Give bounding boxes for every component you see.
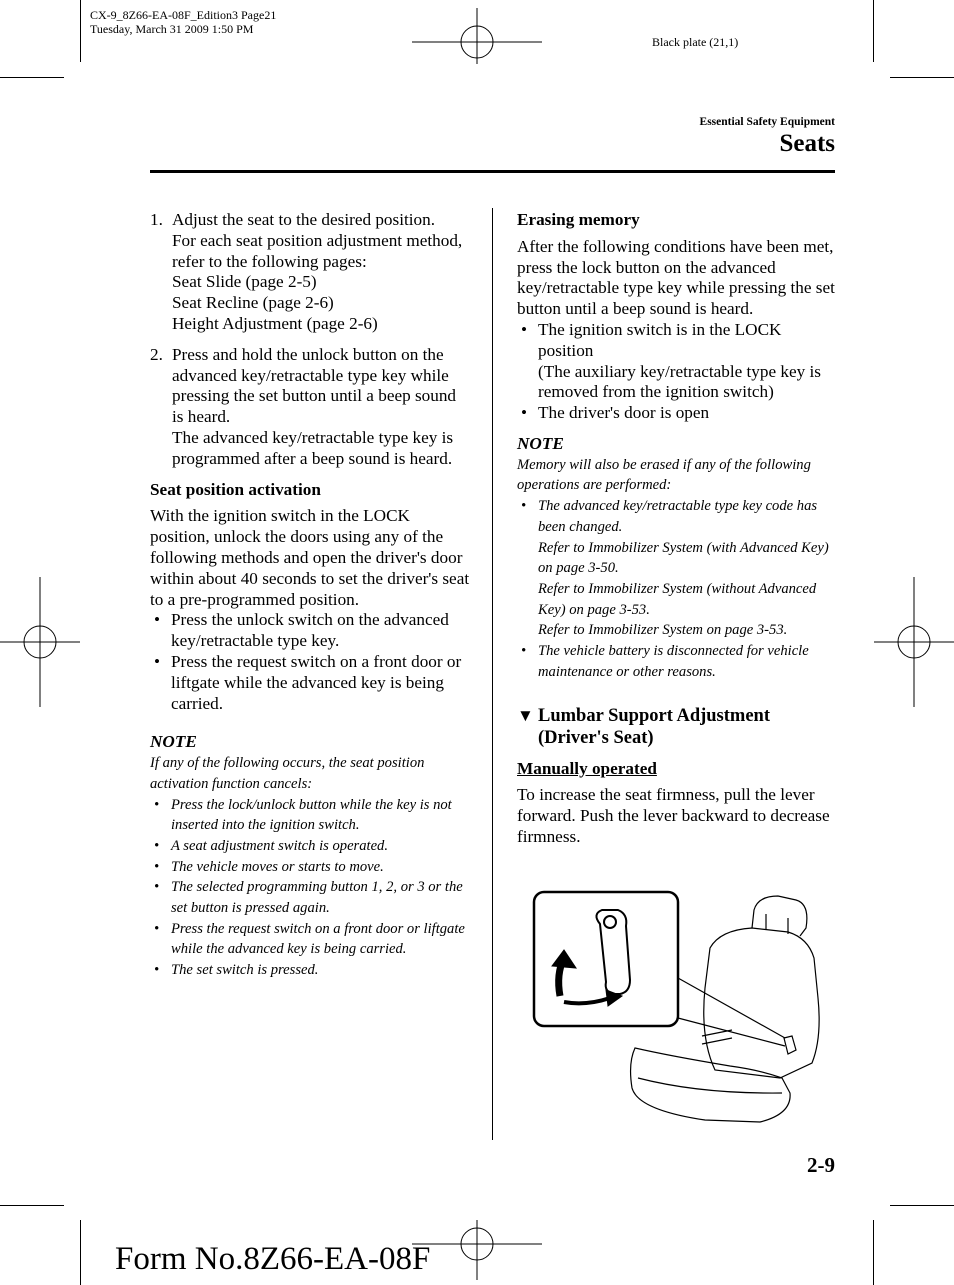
bullet-icon: • — [154, 962, 160, 979]
bullet-icon: • — [154, 610, 161, 630]
list-item — [150, 795, 470, 836]
note-block — [517, 455, 835, 683]
list-item-text: The set switch is pressed. — [171, 962, 319, 979]
registration-mark-top — [412, 8, 542, 64]
list-item — [517, 320, 835, 403]
note-bullets — [517, 496, 835, 682]
manual-body: To increase the seat firmness, pull the lever forward. Push the lever backward to decrease firmness. — [517, 785, 830, 846]
print-slug — [90, 8, 276, 36]
form-number: Form No.8Z66-EA-08F — [115, 1241, 431, 1277]
bullet-icon: • — [521, 643, 527, 660]
left-column — [150, 210, 470, 981]
list-item-text: Press the unlock switch on the advanced key/retractable type key. — [171, 610, 449, 651]
step-text: Adjust the seat to the desired position. For each seat position adjustment method, refer to the following pages: Seat Slide (page 2-5) Seat Recline (page 2-6) Height Adjustment (page 2-6) — [172, 210, 463, 333]
step-text: Press and hold the unlock button on the advanced key/retractable type key while pressing the set button until a beep sound is heard. The advanced key/retractable type key is programmed after a beep sound is heard. — [172, 344, 457, 468]
step-item — [150, 345, 470, 470]
bullet-icon: • — [154, 651, 161, 671]
bullet-icon: • — [154, 858, 160, 875]
step-number: 2. — [150, 344, 163, 364]
activation-bullets — [150, 610, 470, 714]
lumbar-heading-text: Lumbar Support Adjustment (Driver's Seat) — [538, 705, 770, 748]
list-item-text: The advanced key/retractable type key code has been changed. Refer to Immobilizer System (with Advanced Key) on page 3-50. Refer to Immobilizer System (without Advanced Key) on page 3-53. Refer to Immobilizer System on page 3-53. — [538, 498, 829, 639]
list-item-text: The selected programming button 1, 2, or 3 or the set button is pressed again. — [171, 879, 463, 917]
list-item-text: Press the lock/unlock button while the key is not inserted into the ignition switch. — [171, 796, 452, 834]
bullet-icon: • — [154, 796, 160, 813]
section-label: Essential Safety Equipment — [699, 116, 835, 128]
bullet-icon: • — [154, 920, 160, 937]
list-item — [517, 403, 835, 424]
list-item — [517, 641, 835, 682]
list-item — [150, 836, 470, 857]
erasing-body: After the following conditions have been met, press the lock button on the advanced key/retractable type key while pressing the set button until a beep sound is heard. — [517, 236, 835, 319]
registration-mark-right — [874, 577, 954, 707]
lumbar-lever-illustration — [530, 888, 830, 1128]
list-item-text: The vehicle moves or starts to move. — [171, 858, 384, 875]
list-item — [150, 610, 470, 652]
step-number: 1. — [150, 210, 163, 229]
note-title: NOTE — [517, 433, 564, 453]
list-item — [517, 496, 835, 641]
page-number: 2-9 — [807, 1153, 835, 1177]
column-divider — [492, 208, 493, 1140]
note-bullets — [150, 795, 470, 981]
activation-body: With the ignition switch in the LOCK position, unlock the doors using any of the following methods and open the driver's door within about 40 seconds to set the driver's seat to a pre-programmed position. — [150, 506, 470, 609]
list-item-text: Press the request switch on a front door or liftgate while the advanced key is being carried. — [171, 651, 462, 713]
erasing-bullets — [517, 320, 835, 424]
registration-mark-left — [0, 577, 80, 707]
triangle-marker-icon: ▼ — [517, 705, 534, 725]
step-item — [150, 210, 470, 335]
print-file-line: CX-9_8Z66-EA-08F_Edition3 Page21 — [90, 8, 277, 22]
title-rule — [150, 170, 835, 173]
note-block — [150, 753, 470, 981]
list-item-text: The vehicle battery is disconnected for vehicle maintenance or other reasons. — [538, 643, 809, 680]
erasing-heading: Erasing memory — [517, 210, 640, 229]
list-item — [150, 652, 470, 714]
list-item-text: The driver's door is open — [538, 403, 710, 423]
print-date-line: Tuesday, March 31 2009 1:50 PM — [90, 22, 254, 36]
list-item-text: The ignition switch is in the LOCK position (The auxiliary key/retractable type key is removed from the ignition switch) — [538, 319, 821, 402]
list-item — [150, 857, 470, 878]
manual-heading: Manually operated — [517, 758, 657, 778]
list-item-text: A seat adjustment switch is operated. — [171, 837, 389, 854]
list-item-text: Press the request switch on a front door or liftgate while the advanced key is being carried. — [171, 920, 465, 958]
page-title: Seats — [779, 130, 835, 157]
plate-label: Black plate (21,1) — [652, 35, 739, 49]
registration-mark-bottom — [412, 1220, 542, 1280]
lumbar-heading — [517, 705, 835, 749]
bullet-icon: • — [154, 879, 160, 896]
bullet-icon: • — [521, 498, 527, 515]
list-item — [150, 919, 470, 960]
activation-heading: Seat position activation — [150, 479, 321, 499]
list-item — [150, 960, 470, 981]
bullet-icon: • — [521, 319, 528, 339]
note-intro: If any of the following occurs, the seat position activation function cancels: — [150, 755, 425, 792]
bullet-icon: • — [154, 837, 160, 854]
programming-steps — [150, 210, 470, 470]
bullet-icon: • — [521, 403, 528, 423]
list-item — [150, 877, 470, 918]
note-title: NOTE — [150, 732, 197, 752]
right-column — [517, 210, 835, 848]
note-intro: Memory will also be erased if any of the following operations are performed: — [517, 456, 811, 494]
